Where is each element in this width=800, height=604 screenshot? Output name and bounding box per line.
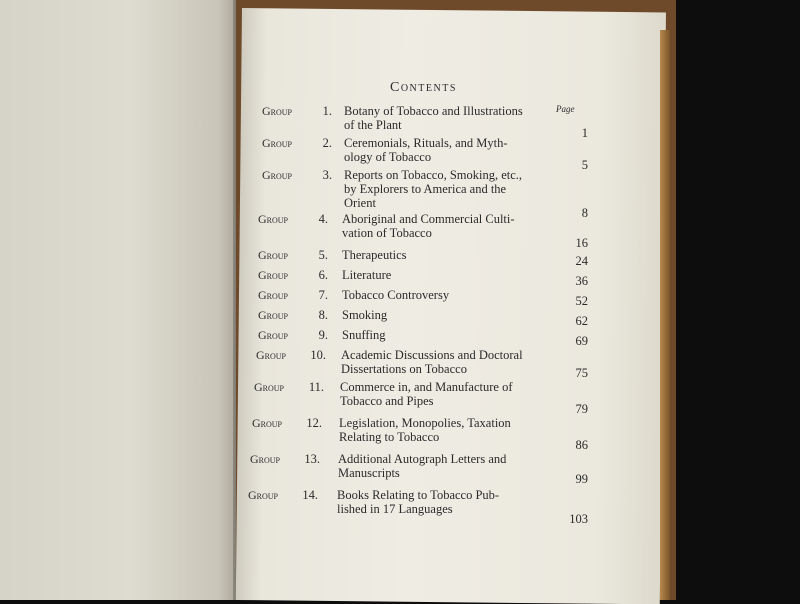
group-label: Group — [257, 288, 288, 302]
group-label: Group — [261, 104, 292, 118]
group-number: 2. — [322, 136, 332, 150]
entry-title-line: lished in 17 Languages — [337, 502, 453, 516]
entry-title-line: Manuscripts — [338, 466, 400, 480]
entry-title — [342, 288, 540, 302]
entry-title — [342, 328, 540, 342]
group-label: Group — [257, 328, 288, 342]
group-number: 12. — [306, 416, 322, 430]
page-number: 103 — [569, 512, 588, 526]
group-number: 13. — [304, 452, 320, 466]
entry-title-line: Ceremonials, Rituals, and Myth- — [344, 136, 508, 150]
left-blank-page — [0, 0, 238, 600]
entry-title-line: ology of Tobacco — [344, 150, 432, 164]
entry-title-line: Commerce in, and Manufacture of — [340, 380, 513, 394]
entry-title — [339, 416, 537, 444]
group-label: Group — [261, 168, 292, 182]
entry-title-line: Legislation, Monopolies, Taxation — [339, 416, 511, 430]
page-number: 86 — [575, 438, 588, 452]
group-number: 11. — [308, 380, 324, 394]
table-of-contents — [247, 70, 650, 590]
entry-title-line: Botany of Tobacco and Illustrations — [344, 104, 523, 118]
group-number: 8. — [318, 308, 328, 322]
entry-title — [341, 348, 539, 376]
group-number: 9. — [318, 328, 328, 342]
entry-title — [342, 268, 540, 282]
group-number: 14. — [302, 488, 318, 502]
entry-title-line: Additional Autograph Letters and — [338, 452, 507, 466]
page-number: 1 — [581, 126, 588, 140]
entry-title-line: vation of Tobacco — [342, 226, 432, 240]
page-number: 16 — [575, 236, 588, 250]
entry-title-line: Snuffing — [342, 328, 386, 342]
group-number: 5. — [318, 248, 328, 262]
entry-title-line: by Explorers to America and the — [344, 182, 507, 196]
entry-title-line: Dissertations on Tobacco — [341, 362, 467, 376]
entry-title-line: Reports on Tobacco, Smoking, etc., — [344, 168, 523, 182]
toc-title: Contents — [390, 80, 457, 95]
page-number: 24 — [575, 254, 588, 268]
group-label: Group — [247, 488, 278, 502]
group-label: Group — [257, 308, 288, 322]
entry-title-line: Aboriginal and Commercial Culti- — [342, 212, 515, 226]
entry-title-line: Tobacco and Pipes — [340, 394, 434, 408]
page-number: 99 — [575, 472, 588, 486]
group-number: 7. — [318, 288, 328, 302]
group-label: Group — [253, 380, 284, 394]
cover-edge-right — [660, 30, 670, 600]
entry-title — [338, 452, 536, 480]
group-label: Group — [251, 416, 282, 430]
group-number: 1. — [322, 104, 332, 118]
entry-title-line: Academic Discussions and Doctoral — [341, 348, 523, 362]
entry-title-line: of the Plant — [344, 118, 402, 132]
group-number: 10. — [310, 348, 326, 362]
group-label: Group — [249, 452, 280, 466]
group-number: 4. — [318, 212, 328, 226]
entry-title — [344, 136, 542, 164]
entry-title — [344, 104, 542, 132]
page-number: 8 — [581, 206, 588, 220]
page-number: 75 — [575, 366, 588, 380]
group-label: Group — [261, 136, 292, 150]
page-number: 5 — [581, 158, 588, 172]
entry-title — [337, 488, 535, 516]
group-number: 3. — [322, 168, 332, 182]
entry-title — [340, 380, 538, 408]
entry-title — [342, 308, 540, 322]
entry-title-line: Smoking — [342, 308, 388, 322]
group-label: Group — [255, 348, 286, 362]
page-number: 69 — [575, 334, 588, 348]
page-number: 36 — [575, 274, 588, 288]
page-column-heading: Page — [556, 104, 575, 114]
entry-title — [342, 212, 540, 240]
page-number: 52 — [575, 294, 588, 308]
page-number: 62 — [575, 314, 588, 328]
entry-title-line: Therapeutics — [342, 248, 407, 262]
group-label: Group — [257, 268, 288, 282]
entry-title-line: Literature — [342, 268, 392, 282]
page-number: 79 — [575, 402, 588, 416]
entry-title-line: Tobacco Controversy — [342, 288, 450, 302]
entry-title-line: Books Relating to Tobacco Pub- — [337, 488, 500, 502]
entry-title-line: Relating to Tobacco — [339, 430, 440, 444]
entry-title — [342, 248, 540, 262]
group-label: Group — [257, 212, 288, 226]
group-number: 6. — [318, 268, 328, 282]
entry-title-line: Orient — [344, 196, 376, 210]
entry-title — [344, 168, 542, 210]
group-label: Group — [257, 248, 288, 262]
